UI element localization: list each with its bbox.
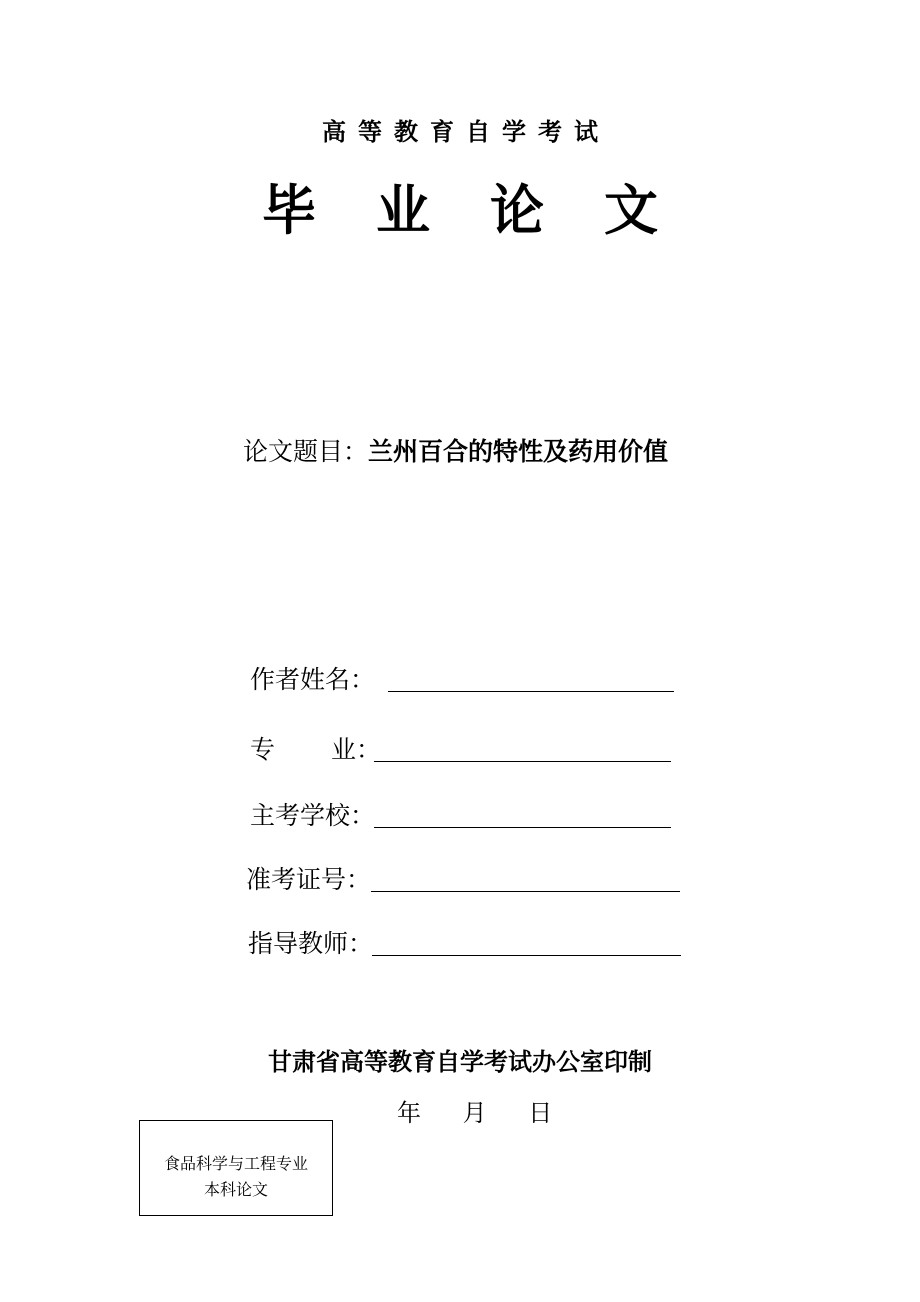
date-year-label: 年 [397, 1099, 421, 1127]
author-label: 作者姓名： [250, 665, 376, 694]
date-month-label: 月 [462, 1099, 487, 1127]
author-field [250, 660, 680, 694]
author-underline [388, 691, 674, 692]
date-line [397, 1093, 552, 1128]
advisor-underline [372, 955, 681, 956]
date-day-label: 日 [528, 1099, 553, 1127]
advisor-label: 指导教师： [248, 929, 374, 958]
exam-id-label: 准考证号： [246, 865, 372, 894]
exam-id-underline [371, 891, 680, 892]
major-note-line1: 食品科学与工程专业 [163, 1154, 308, 1173]
exam-id-field [246, 860, 686, 894]
major-label-left: 专 [250, 735, 276, 764]
school-underline [374, 827, 671, 828]
advisor-field [248, 924, 688, 958]
school-field [250, 796, 680, 830]
major-label-right: 业： [330, 735, 381, 764]
major-field [250, 730, 680, 764]
thesis-title-value: 兰州百合的特性及药用价值 [368, 437, 669, 466]
exam-header: 高等教育自学考试 [322, 118, 610, 146]
major-note-box [139, 1120, 333, 1216]
major-note-line2: 本科论文 [203, 1180, 268, 1199]
major-underline [374, 761, 671, 762]
school-label: 主考学校： [250, 801, 376, 830]
thesis-title-label: 论文题目： [243, 437, 369, 466]
thesis-title-line [243, 432, 668, 468]
document-type-title: 毕业论文 [262, 178, 718, 242]
printing-office: 甘肃省高等教育自学考试办公室印制 [268, 1048, 652, 1076]
